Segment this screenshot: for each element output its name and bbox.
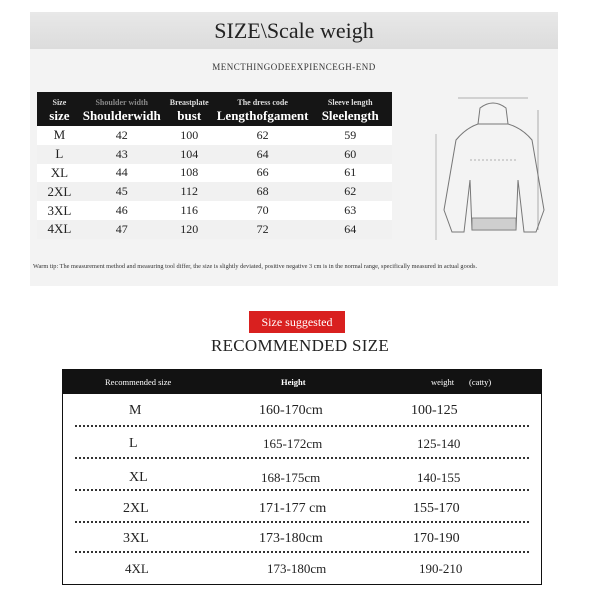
cell-size: 2XL	[37, 182, 82, 201]
header-size-small: Size	[52, 98, 67, 107]
rec-weight: 140-155	[417, 470, 461, 485]
header-bust-small: Breastplate	[169, 98, 209, 107]
cell-size: XL	[37, 164, 82, 183]
recommended-row	[63, 492, 541, 524]
cell-sleeve: 61	[308, 164, 392, 183]
rec-height: 171-177 cm	[259, 501, 327, 516]
cell-bust: 112	[162, 182, 217, 201]
size-suggested-badge: Size suggested	[249, 311, 345, 333]
cell-sleeve: 62	[308, 182, 392, 201]
size-table	[37, 92, 392, 239]
rec-weight: 155-170	[413, 501, 460, 516]
size-chart-title: SIZE\Scale weigh	[30, 12, 558, 49]
rec-weight: 125-140	[417, 436, 461, 451]
header-shoulder	[82, 92, 162, 126]
recommended-row	[63, 394, 541, 426]
rec-size: L	[129, 436, 138, 451]
header-height: Height	[281, 377, 306, 387]
size-row	[37, 145, 392, 164]
size-table-header-row	[37, 92, 392, 126]
rec-weight: 190-210	[419, 561, 463, 576]
size-row	[37, 164, 392, 183]
cell-bust: 120	[162, 220, 217, 239]
header-shoulder-small: Shoulder width	[95, 98, 149, 107]
size-chart-panel	[30, 12, 558, 286]
recommended-row	[63, 427, 541, 459]
cell-length: 66	[217, 164, 309, 183]
header-length-big: Lengthofgament	[216, 108, 309, 123]
cell-shoulder: 45	[82, 182, 162, 201]
header-weight: weight	[431, 377, 455, 387]
warm-tip: Warm tip: The measurement method and measuring tool differ, the size is slightly deviated, positive negative 3 cm is in the normal range, specifically measured in actual goods.	[33, 263, 478, 270]
row-divider	[75, 489, 529, 491]
header-size-big: size	[49, 108, 70, 123]
size-row	[37, 182, 392, 201]
cell-length: 64	[217, 145, 309, 164]
header-sleeve-big: Sleelength	[321, 108, 379, 123]
cell-sleeve: 59	[308, 126, 392, 145]
rec-size: 4XL	[125, 561, 149, 576]
size-row	[37, 126, 392, 145]
header-weight-unit: (catty)	[469, 377, 492, 387]
cell-shoulder: 42	[82, 126, 162, 145]
cell-shoulder: 47	[82, 220, 162, 239]
recommended-table-header	[63, 370, 541, 394]
recommended-row	[63, 552, 541, 584]
cell-length: 72	[217, 220, 309, 239]
row-divider	[75, 457, 529, 459]
header-recommended-size: Recommended size	[105, 377, 172, 387]
cell-size: L	[37, 145, 82, 164]
cell-bust: 100	[162, 126, 217, 145]
cell-size: M	[37, 126, 82, 145]
rec-height: 173-180cm	[267, 561, 327, 576]
rec-size: XL	[129, 470, 148, 485]
header-bust	[162, 92, 217, 126]
cell-sleeve: 60	[308, 145, 392, 164]
cell-shoulder: 44	[82, 164, 162, 183]
cell-shoulder: 46	[82, 201, 162, 220]
cell-length: 68	[217, 182, 309, 201]
rec-weight: 170-190	[413, 531, 460, 546]
cell-sleeve: 64	[308, 220, 392, 239]
header-sleeve-small: Sleeve length	[327, 98, 373, 107]
header-length-small: The dress code	[237, 98, 288, 107]
header-sleeve	[308, 92, 392, 126]
cell-bust: 116	[162, 201, 217, 220]
rec-size: 2XL	[123, 501, 149, 516]
header-shoulder-big: Shoulderwidh	[82, 108, 161, 123]
cell-bust: 108	[162, 164, 217, 183]
collar-outline	[478, 103, 508, 124]
size-row	[37, 201, 392, 220]
cell-length: 62	[217, 126, 309, 145]
cell-shoulder: 43	[82, 145, 162, 164]
recommended-size-title: RECOMMENDED SIZE	[210, 336, 390, 355]
rec-size: 3XL	[123, 531, 149, 546]
rec-height: 173-180cm	[259, 531, 323, 546]
rec-height: 168-175cm	[261, 470, 321, 485]
hem-band	[472, 218, 516, 230]
rec-size: M	[129, 403, 142, 418]
cell-size: 4XL	[37, 220, 82, 239]
header-length	[217, 92, 309, 126]
rec-weight: 100-125	[411, 403, 458, 418]
recommended-row	[63, 522, 541, 554]
cell-size: 3XL	[37, 201, 82, 220]
cell-bust: 104	[162, 145, 217, 164]
brand-line: MENCTHINGODEEXPIENCEGH-END	[212, 62, 376, 72]
rec-height: 160-170cm	[259, 403, 323, 418]
header-size	[37, 92, 82, 126]
cell-sleeve: 63	[308, 201, 392, 220]
rec-height: 165-172cm	[263, 436, 323, 451]
jacket-outline	[444, 124, 544, 232]
header-bust-big: bust	[177, 108, 202, 123]
size-row	[37, 220, 392, 239]
recommended-size-table	[62, 369, 542, 585]
cell-length: 70	[217, 201, 309, 220]
garment-measurement-diagram	[430, 90, 580, 250]
